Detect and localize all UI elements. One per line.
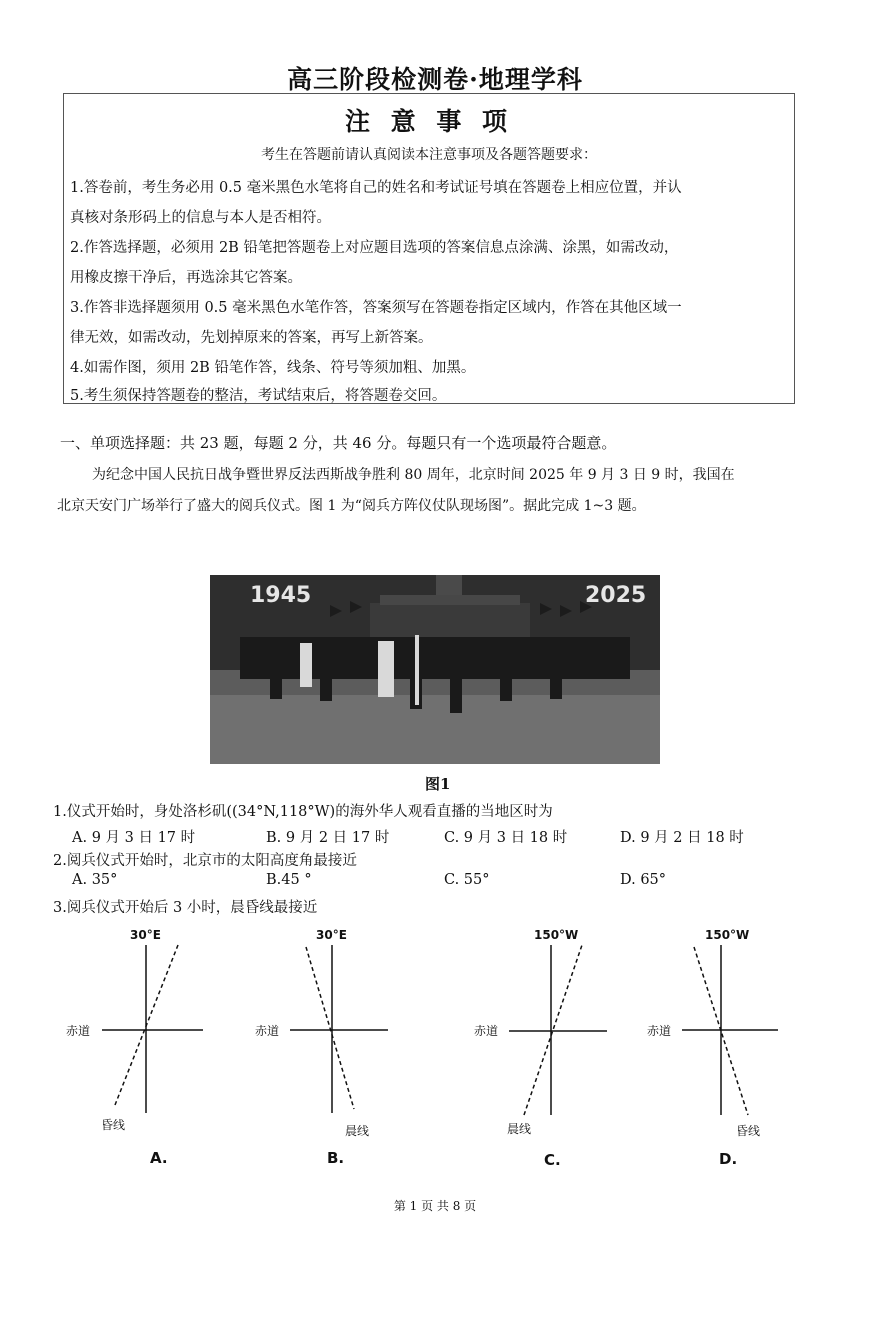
diagram-c[interactable] [474, 928, 607, 1169]
notice-line: 2.作答选择题，必须用 2B 铅笔把答题卷上对应题目选项的答案信息点涂满、涂黑，如需改动， [70, 240, 679, 256]
question-3-stem: 3.阅兵仪式开始后 3 小时，晨昏线最接近 [53, 900, 318, 916]
diagram-a-line-label: 昏线 [101, 1118, 126, 1132]
question-1-option-d[interactable]: D. 9 月 2 日 18 时 [620, 830, 744, 846]
intro-paragraph-line2: 北京天安门广场举行了盛大的阅兵仪式。图 1 为“阅兵方阵仪仗队现场图”。据此完成 1~3 题。 [57, 498, 646, 514]
page-footer: 第 1 页 共 8 页 [393, 1199, 477, 1213]
diagram-d-equator-label: 赤道 [647, 1024, 672, 1038]
question-1-stem: 1.仪式开始时，身处洛杉矶((34°N,118°W)的海外华人观看直播的当地区时为 [53, 804, 553, 820]
diagram-c-terminator [524, 945, 582, 1115]
notice-line: 4.如需作图，须用 2B 铅笔作答，线条、符号等须加粗、加黑。 [70, 360, 476, 376]
diagram-b-letter: B. [327, 1149, 345, 1167]
question-2-stem: 2.阅兵仪式开始时，北京市的太阳高度角最接近 [53, 853, 357, 869]
question-2-option-a[interactable]: A. 35° [72, 872, 118, 888]
notice-line: 5.考生须保持答题卷的整洁，考试结束后，将答题卷交回。 [70, 388, 447, 404]
diagram-d-line-label: 昏线 [736, 1124, 761, 1138]
diagram-b-terminator [306, 947, 354, 1109]
parade-photo-drawing [210, 575, 660, 764]
year-label-1945: 1945 [250, 583, 312, 608]
diagram-c-line-label: 晨线 [507, 1122, 532, 1136]
notice-box [63, 93, 795, 404]
parade-photo [210, 575, 660, 764]
question-2-option-b[interactable]: B.45 ° [266, 872, 312, 888]
notice-heading: 注 意 事 项 [344, 107, 514, 136]
diagram-b[interactable] [255, 928, 388, 1167]
section-title: 一、单项选择题：共 23 题，每题 2 分，共 46 分。每题只有一个选项最符合题意。 [60, 434, 617, 452]
question-2-option-d[interactable]: D. 65° [620, 872, 667, 888]
notice-line: 用橡皮擦干净后，再选涂其它答案。 [70, 270, 302, 286]
exam-title: 高三阶段检测卷·地理学科 [287, 65, 583, 94]
diagram-d-meridian-label: 150°W [705, 928, 750, 942]
diagram-a-letter: A. [150, 1149, 168, 1167]
question-1-option-c[interactable]: C. 9 月 3 日 18 时 [444, 830, 568, 846]
question-1-option-b[interactable]: B. 9 月 2 日 17 时 [266, 830, 390, 846]
terminator-diagrams [0, 915, 870, 1175]
diagram-c-equator-label: 赤道 [474, 1024, 499, 1038]
notice-line: 真核对条形码上的信息与本人是否相符。 [70, 210, 331, 226]
question-2-option-c[interactable]: C. 55° [444, 872, 490, 888]
question-1-option-a[interactable]: A. 9 月 3 日 17 时 [72, 830, 196, 846]
diagram-b-meridian-label: 30°E [316, 928, 347, 942]
diagram-c-meridian-label: 150°W [534, 928, 579, 942]
notice-line: 1.答卷前，考生务必用 0.5 毫米黑色水笔将自己的姓名和考试证号填在答题卷上相应位置，并认 [70, 180, 682, 196]
diagram-c-letter: C. [544, 1151, 561, 1169]
diagram-b-equator-label: 赤道 [255, 1024, 280, 1038]
figure-caption: 图1 [425, 775, 451, 793]
diagram-a-meridian-label: 30°E [130, 928, 161, 942]
intro-paragraph-line1: 为纪念中国人民抗日战争暨世界反法西斯战争胜利 80 周年，北京时间 2025 年 9 月 3 日 9 时，我国在 [92, 467, 735, 483]
notice-line: 3.作答非选择题须用 0.5 毫米黑色水笔作答，答案须写在答题卷指定区域内，作答在其他区域一 [70, 300, 682, 316]
diagram-d-letter: D. [719, 1150, 738, 1168]
notice-intro: 考生在答题前请认真阅读本注意事项及各题答题要求： [261, 147, 597, 163]
year-label-2025: 2025 [585, 583, 647, 608]
diagram-d[interactable] [647, 928, 778, 1168]
diagram-a[interactable] [66, 928, 203, 1167]
diagram-a-equator-label: 赤道 [66, 1024, 91, 1038]
notice-line: 律无效，如需改动，先划掉原来的答案，再写上新答案。 [70, 330, 433, 346]
diagram-b-line-label: 晨线 [345, 1124, 370, 1138]
